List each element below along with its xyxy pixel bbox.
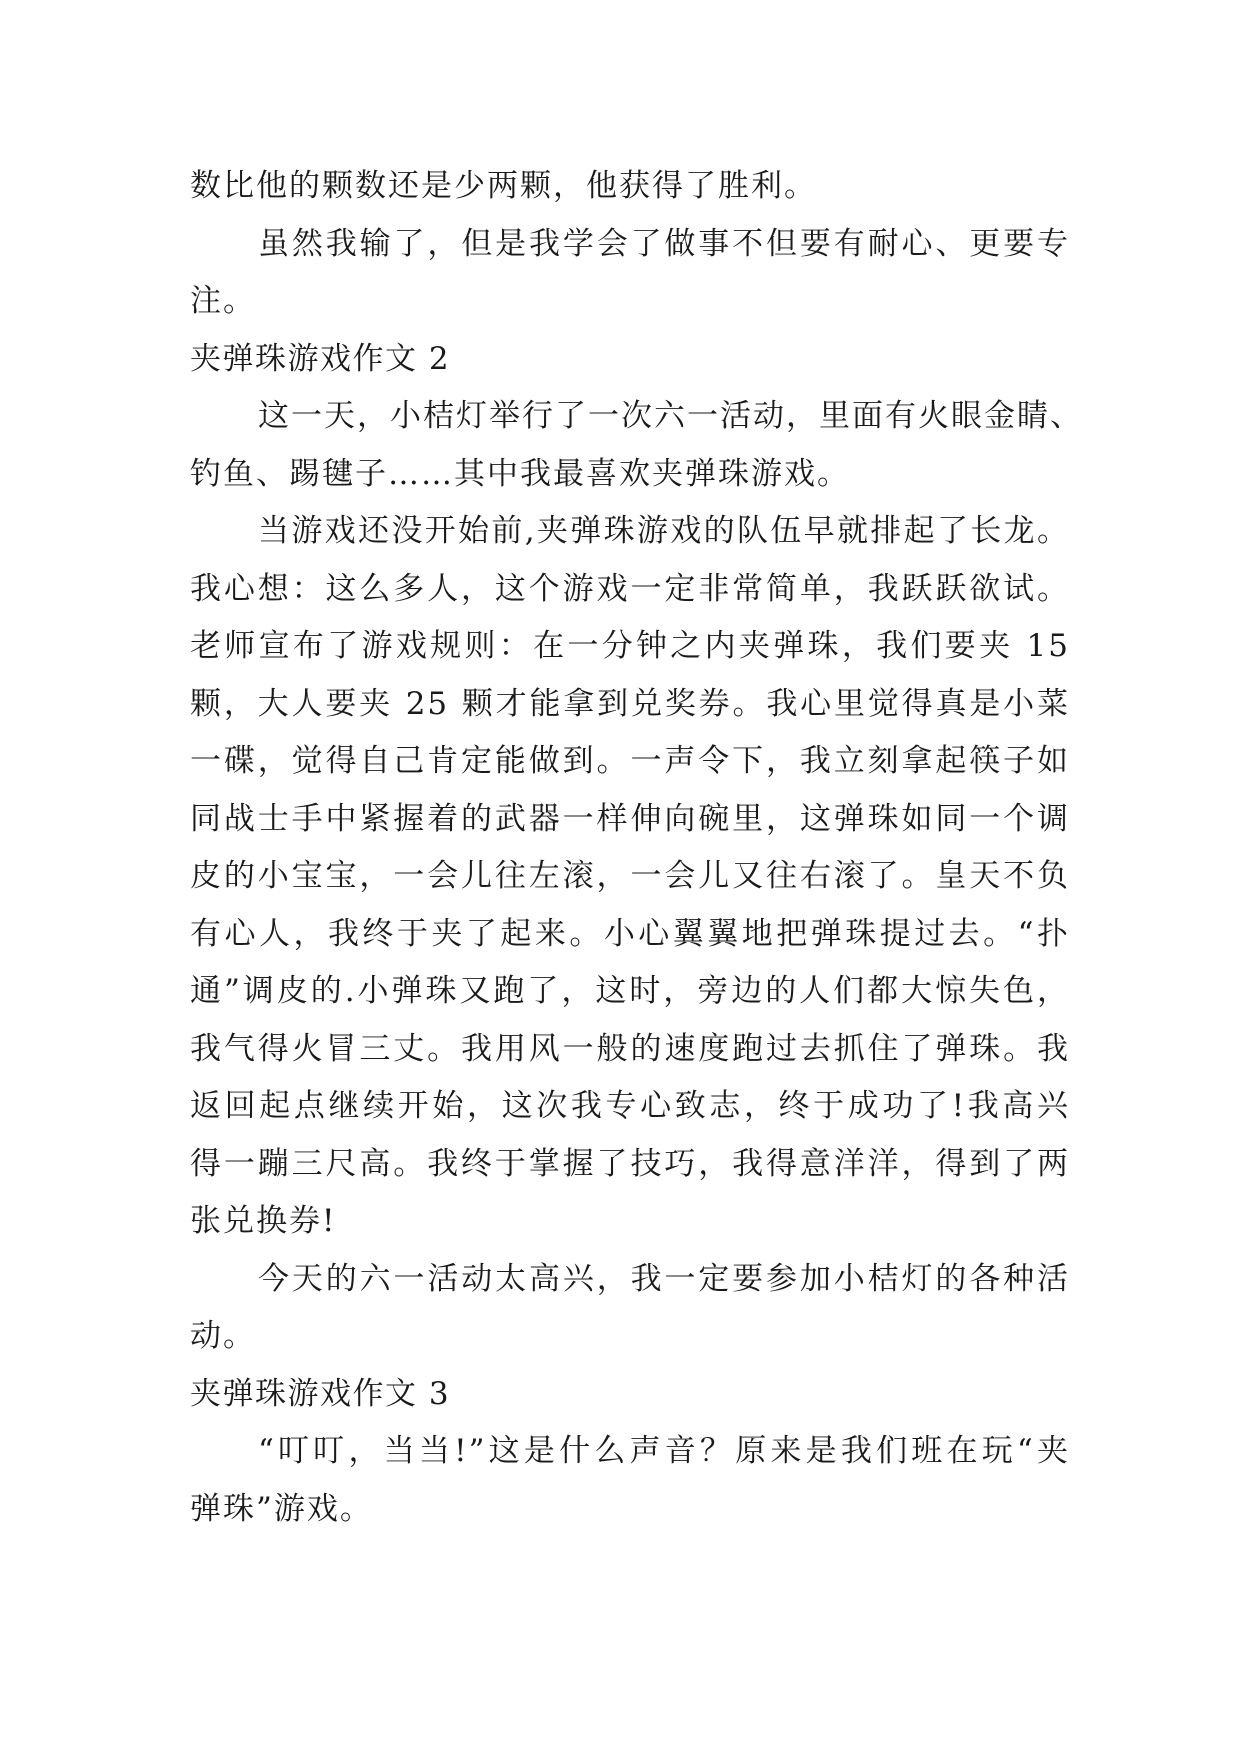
text-line: 今天的六一活动太高兴，我一定要参加小桔灯的各种活 (258, 1260, 1070, 1297)
text-line: 颗，大人要夹 25 颗才能拿到兑奖券。我心里觉得真是小菜 (190, 685, 1070, 722)
paragraph (190, 216, 1070, 331)
section-heading: 夹弹珠游戏作文 3 (190, 1375, 451, 1412)
text-line: 数比他的颗数还是少两颗，他获得了胜利。 (190, 168, 817, 204)
paragraph (190, 158, 1070, 216)
text-line: 动。 (190, 1318, 256, 1354)
text-line: 老师宣布了游戏规则：在一分钟之内夹弹珠，我们要夹 15 (190, 628, 1070, 664)
text-line: 一碟，觉得自己肯定能做到。一声令下，我立刻拿起筷子如 (190, 743, 1070, 779)
paragraph (190, 1251, 1070, 1366)
text-line: 张兑换券! (190, 1203, 337, 1239)
text-line: 钓鱼、踢毽子……其中我最喜欢夹弹珠游戏。 (190, 455, 850, 492)
text-line: “叮叮，当当!”这是什么声音？原来是我们班在玩“夹 (258, 1433, 1070, 1469)
document-body (190, 158, 1083, 1538)
text-line: 通”调皮的.小弹珠又跑了，这时，旁边的人们都大惊失色， (190, 973, 1070, 1009)
text-line: 这一天，小桔灯举行了一次六一活动，里面有火眼金睛、 (258, 398, 1083, 434)
text-line: 同战士手中紧握着的武器一样伸向碗里，这弹珠如同一个调 (190, 800, 1070, 837)
paragraph (190, 503, 1070, 1251)
text-line: 我心想：这么多人，这个游戏一定非常简单，我跃跃欲试。 (190, 570, 1070, 607)
text-line: 我气得火冒三丈。我用风一般的速度跑过去抓住了弹珠。我 (190, 1030, 1070, 1067)
text-line: 弹珠”游戏。 (190, 1490, 373, 1527)
text-line: 虽然我输了，但是我学会了做事不但要有耐心、更要专 (258, 225, 1070, 262)
text-line: 有心人，我终于夹了起来。小心翼翼地把弹珠提过去。“扑 (190, 915, 1070, 952)
paragraph (190, 1423, 1070, 1538)
text-line: 当游戏还没开始前,夹弹珠游戏的队伍早就排起了长龙。 (258, 513, 1070, 549)
paragraph (190, 388, 1083, 503)
text-line: 皮的小宝宝，一会儿往左滚，一会儿又往右滚了。皇天不负 (190, 858, 1070, 894)
section-heading: 夹弹珠游戏作文 2 (190, 340, 451, 377)
text-line: 注。 (190, 283, 256, 319)
text-line: 得一蹦三尺高。我终于掌握了技巧，我得意洋洋，得到了两 (190, 1145, 1070, 1182)
text-line: 返回起点继续开始，这次我专心致志，终于成功了!我高兴 (190, 1088, 1070, 1124)
